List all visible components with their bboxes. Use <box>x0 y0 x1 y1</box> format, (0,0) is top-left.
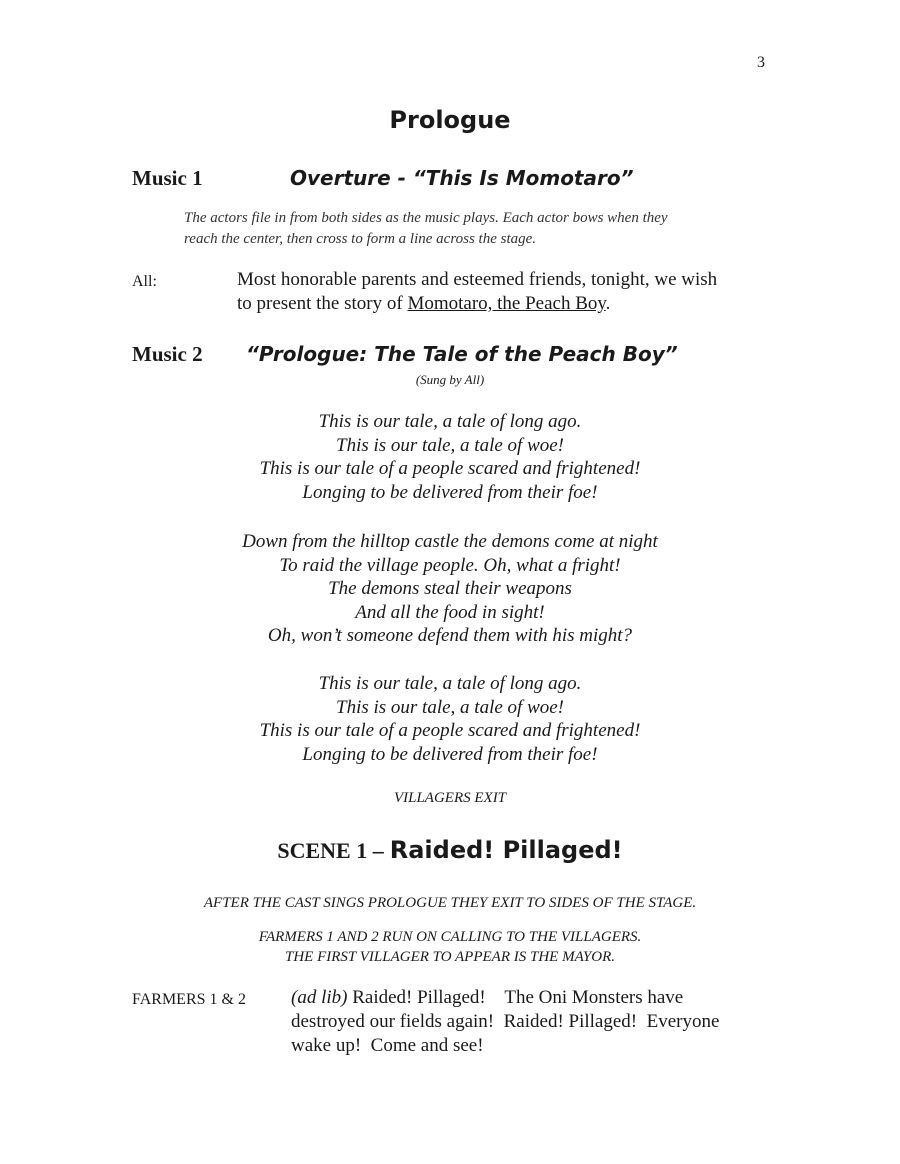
lyric-line: This is our tale, a tale of long ago. <box>318 673 582 694</box>
dialogue-line: (ad lib) Raided! Pillaged! The Oni Monsters have <box>291 987 684 1008</box>
music1-title: Overture - “This Is Momotaro” <box>290 166 634 190</box>
ad-lib-direction: (ad lib) <box>291 987 348 1008</box>
dialogue-line: wake up! Come and see! <box>291 1035 484 1056</box>
lyrics-verse-2 <box>0 530 900 648</box>
farmers-dialogue <box>291 986 719 1058</box>
villagers-exit: VILLAGERS EXIT <box>393 790 507 806</box>
scene-direction-line: FARMERS 1 AND 2 RUN ON CALLING TO THE VILLAGERS. <box>258 929 642 945</box>
dialogue-line: destroyed our fields again! Raided! Pillaged! Everyone <box>291 1011 720 1032</box>
music1-label: Music 1 <box>132 166 203 190</box>
lyric-line: Oh, won’t someone defend them with his might? <box>267 625 633 646</box>
lyric-line: The demons steal their weapons <box>328 578 572 599</box>
lyric-line: This is our tale, a tale of woe! <box>336 434 564 456</box>
lyric-line: Down from the hilltop castle the demons come at night <box>242 531 658 552</box>
lyric-line: Longing to be delivered from their foe! <box>302 481 598 503</box>
stage-direction-line: reach the center, then cross to form a line across the stage. <box>184 231 537 247</box>
lyric-line: Longing to be delivered from their foe! <box>302 743 598 765</box>
play-title-underlined: Momotaro, the Peach Boy <box>407 293 606 314</box>
lyric-line: This is our tale of a people scared and frightened! <box>259 720 641 741</box>
farmers-speaker: FARMERS 1 & 2 <box>132 991 246 1008</box>
lyrics-verse-3 <box>0 672 900 766</box>
scene-direction-2 <box>0 927 900 967</box>
all-dialogue <box>237 268 717 316</box>
music2-title: “Prologue: The Tale of the Peach Boy” <box>246 342 678 366</box>
page-number: 3 <box>757 54 765 71</box>
music1-stage-direction <box>184 208 668 250</box>
dialogue-line: Most honorable parents and esteemed friends, tonight, we wish <box>237 269 718 290</box>
dialogue-line: to present the story of Momotaro, the Peach Boy. <box>237 293 611 314</box>
scene-name: Raided! Pillaged! <box>389 836 623 864</box>
lyric-line: This is our tale, a tale of long ago. <box>318 411 582 432</box>
scene-1-title <box>0 836 900 865</box>
scene-direction-line: THE FIRST VILLAGER TO APPEAR IS THE MAYOR. <box>285 949 615 965</box>
all-speaker: All: <box>132 273 157 290</box>
lyric-line: This is our tale of a people scared and frightened! <box>259 458 641 479</box>
lyric-line: To raid the village people. Oh, what a fright! <box>279 554 621 576</box>
music2-label: Music 2 <box>132 342 203 366</box>
prologue-title: Prologue <box>389 106 511 134</box>
lyric-line: And all the food in sight! <box>355 601 545 623</box>
sung-by: (Sung by All) <box>415 372 485 387</box>
scene-number: SCENE 1 – <box>277 838 384 863</box>
stage-direction-line: The actors file in from both sides as the music plays. Each actor bows when they <box>184 210 668 226</box>
lyric-line: This is our tale, a tale of woe! <box>336 696 564 718</box>
lyrics-verse-1 <box>0 410 900 504</box>
scene-direction-1: AFTER THE CAST SINGS PROLOGUE THEY EXIT TO SIDES OF THE STAGE. <box>203 895 697 911</box>
